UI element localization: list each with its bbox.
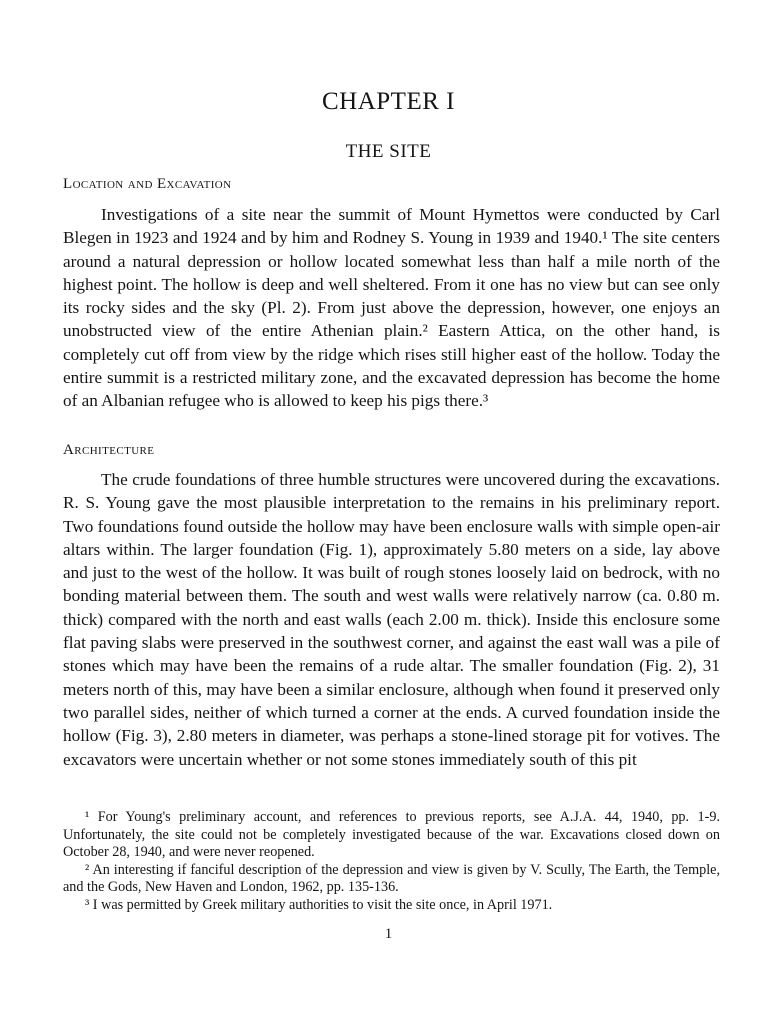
footnotes: [63, 809, 720, 915]
paragraph-location: Investigations of a site near the summit of Mount Hymettos were conducted by Carl Blegen in 1923 and 1924 and by him and Rodney S. Young in 1939 and 1940.¹ The site centers around a natural depression or hollow located somewhat less than half a mile north of the highest point. The hollow is deep and well sheltered. From it one has no view but can see only its rocky sides and the sky (Pl. 2). From just above the depression, however, one enjoys an unobstructed view of the entire Athenian plain.² Eastern Attica, on the other hand, is completely cut off from view by the ridge which rises still higher east of the hollow. Today the entire summit is a restricted military zone, and the excavated depression has become the home of an Albanian refugee who is allowed to keep his pigs there.³: [63, 205, 720, 411]
paragraph-architecture: The crude foundations of three humble structures were uncovered during the excavations. R. S. Young gave the most plausible interpretation to the remains in his preliminary report. Two foundations found outside the hollow may have been enclosure walls with simple open-air altars within. The larger foundation (Fig. 1), approximately 5.80 meters on a side, lay above and just to the west of the hollow. It was built of rough stones loosely laid on bedrock, with no bonding material between them. The south and west walls were relatively narrow (ca. 0.80 m. thick) compared with the north and east walls (each 2.00 m. thick). Inside this enclosure some flat paving slabs were preserved in the southwest corner, and against the east wall was a pile of stones which may have been the remains of a rude altar. The smaller foundation (Fig. 2), 31 meters north of this, may have been a similar enclosure, although when found it preserved only two parallel sides, neither of which turned a corner at the ends. A curved foundation inside the hollow (Fig. 3), 2.80 meters in diameter, was perhaps a stone-lined storage pit for votives. The excavators were uncertain whether or not some stones immediately south of this pit: [63, 470, 720, 769]
heading-location-and-excavation: Location and Excavation: [63, 176, 232, 192]
heading-architecture: Architecture: [63, 442, 155, 458]
chapter-title: CHAPTER I: [322, 88, 455, 115]
section-title: THE SITE: [345, 141, 432, 162]
footnote-3: ³ I was permitted by Greek military authorities to visit the site once, in April 1971.: [85, 896, 553, 913]
footnote-1: ¹ For Young's preliminary account, and references to previous reports, see A.J.A. 44, 1940, pp. 1-9. Unfortunately, the site could not be completely investigated because of the war. Excavations closed down on October 28, 1940, and were never reopened.: [63, 809, 720, 861]
page-number: 1: [384, 926, 393, 942]
footnote-2: ² An interesting if fanciful description of the depression and view is given by V. Scully, The Earth, the Temple, and the Gods, New Haven and London, 1962, pp. 135-136.: [63, 861, 720, 896]
